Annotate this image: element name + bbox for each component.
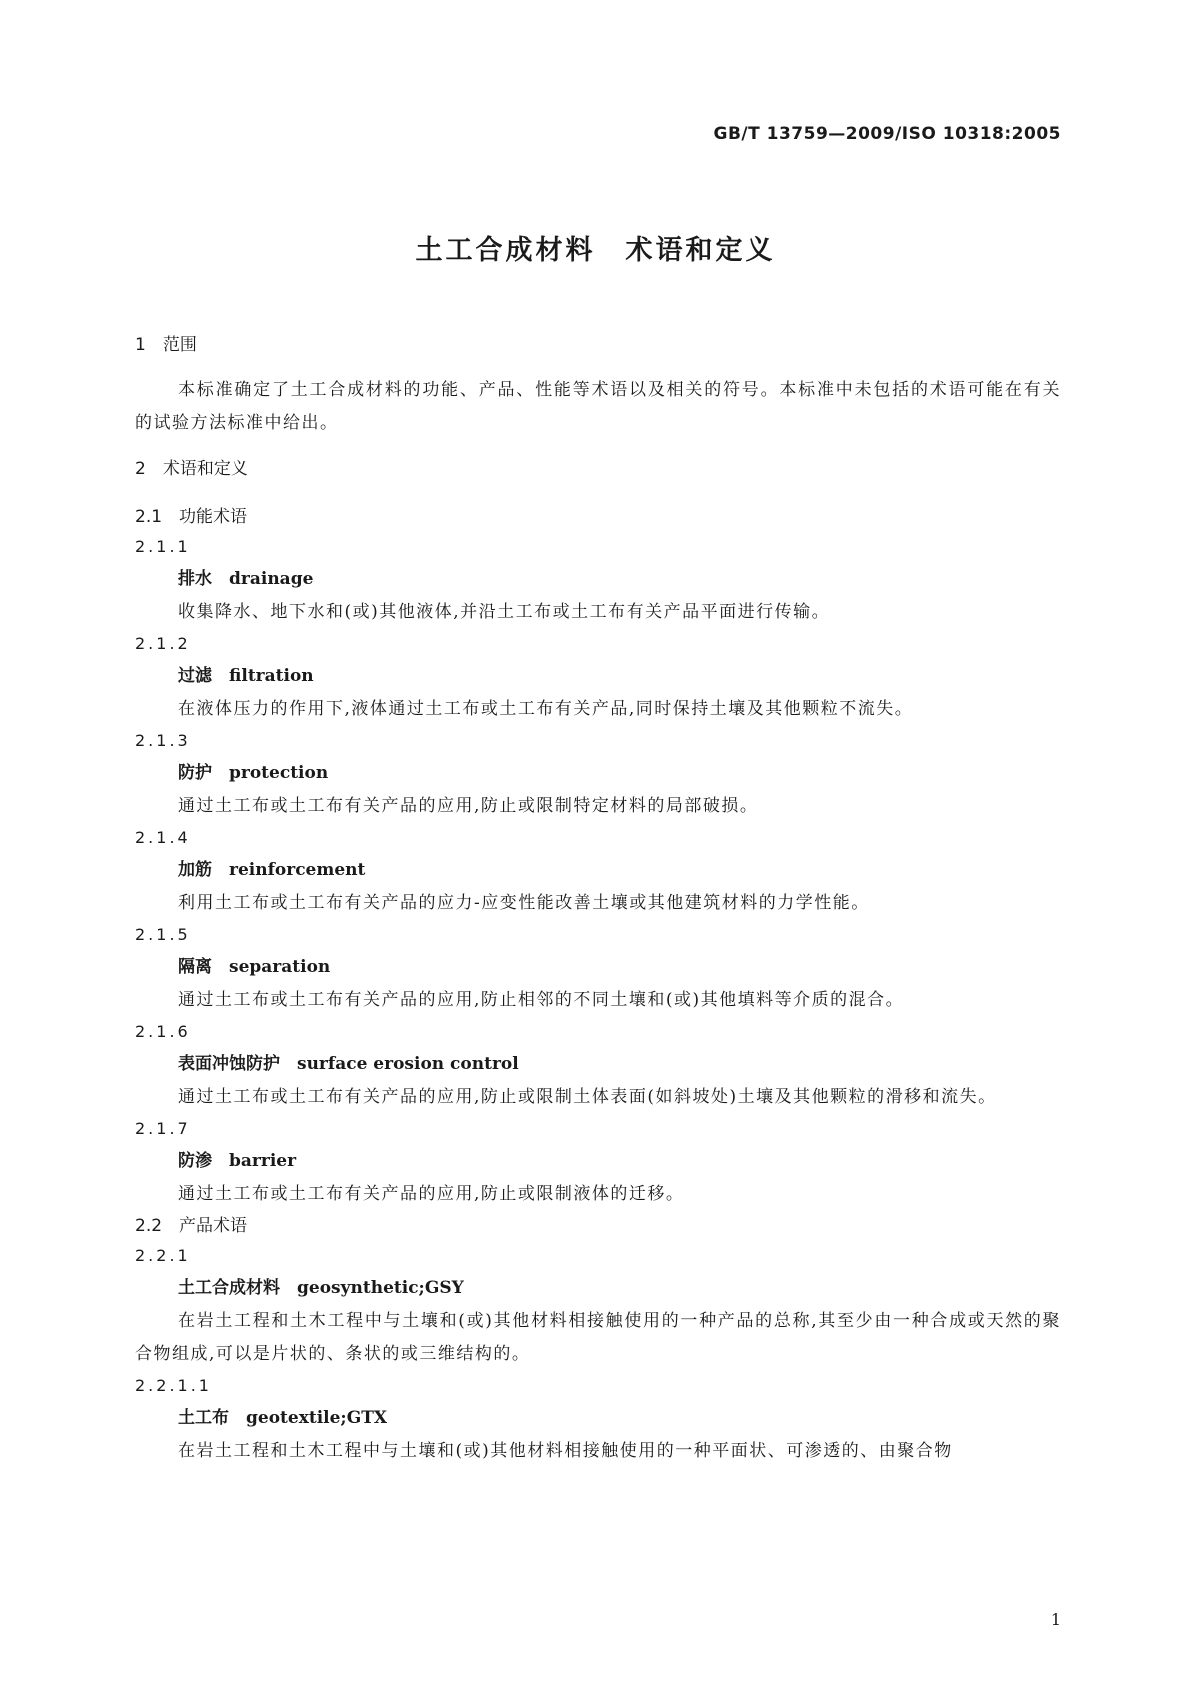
term-zh: 防渗	[178, 1151, 212, 1171]
term-zh: 土工布	[178, 1408, 229, 1428]
document-body	[135, 330, 1061, 1468]
document-title: 土工合成材料 术语和定义	[415, 235, 776, 266]
term-zh: 过滤	[178, 666, 212, 686]
term-en: reinforcement	[229, 860, 366, 880]
term-heading	[178, 1047, 1061, 1081]
clause-number: 2.1.4	[135, 828, 191, 847]
term-en: drainage	[229, 569, 314, 589]
term-en: protection	[229, 763, 329, 783]
term-heading	[178, 1271, 1061, 1305]
clause-number: 2.1.2	[135, 634, 191, 653]
term-entry	[135, 1017, 1061, 1114]
term-heading	[178, 1144, 1061, 1178]
term-zh: 防护	[178, 763, 212, 783]
term-entry	[135, 726, 1061, 823]
term-definition: 在岩土工程和土木工程中与土壤和(或)其他材料相接触使用的一种平面状、可渗透的、由聚合物	[178, 1441, 953, 1461]
term-heading	[178, 659, 1061, 693]
term-entry	[135, 1241, 1061, 1371]
term-definition: 通过土工布或土工布有关产品的应用,防止或限制特定材料的局部破损。	[178, 796, 759, 816]
term-entry	[135, 629, 1061, 726]
subsection-heading-product-terms: 2.2 产品术语	[135, 1216, 248, 1236]
term-definition: 通过土工布或土工布有关产品的应用,防止或限制液体的迁移。	[178, 1184, 685, 1204]
term-en: barrier	[229, 1151, 297, 1171]
term-en: surface erosion control	[297, 1054, 519, 1074]
term-heading	[178, 756, 1061, 790]
clause-number: 2.1.3	[135, 731, 191, 750]
term-entry	[135, 823, 1061, 920]
term-entry	[135, 1114, 1061, 1211]
clause-number: 2.2.1.1	[135, 1376, 212, 1395]
clause-number: 2.1.7	[135, 1119, 191, 1138]
standard-code: GB/T 13759—2009/ISO 10318:2005	[713, 124, 1061, 144]
term-zh: 隔离	[178, 957, 212, 977]
term-zh: 土工合成材料	[178, 1278, 280, 1298]
term-entry	[135, 532, 1061, 629]
term-zh: 加筋	[178, 860, 212, 880]
term-en: separation	[229, 957, 331, 977]
term-definition: 在液体压力的作用下,液体通过土工布或土工布有关产品,同时保持土壤及其他颗粒不流失。	[178, 699, 914, 719]
section-heading-terms: 2 术语和定义	[135, 459, 248, 479]
term-definition: 通过土工布或土工布有关产品的应用,防止或限制土体表面(如斜坡处)土壤及其他颗粒的滑移和流失。	[178, 1087, 997, 1107]
subsection-heading-function-terms: 2.1 功能术语	[135, 507, 248, 527]
term-entry	[135, 1371, 1061, 1468]
section-heading-scope: 1 范围	[135, 335, 197, 355]
term-entry	[135, 920, 1061, 1017]
page-number: 1	[1050, 1610, 1061, 1629]
clause-number: 2.1.1	[135, 537, 191, 556]
term-zh: 排水	[178, 569, 212, 589]
term-definition: 收集降水、地下水和(或)其他液体,并沿土工布或土工布有关产品平面进行传输。	[178, 602, 831, 622]
term-en: filtration	[229, 666, 314, 686]
term-heading	[178, 562, 1061, 596]
term-heading	[178, 950, 1061, 984]
clause-number: 2.1.6	[135, 1022, 191, 1041]
term-en: geosynthetic;GSY	[297, 1278, 464, 1298]
term-heading	[178, 853, 1061, 887]
term-en: geotextile;GTX	[246, 1408, 388, 1428]
term-heading	[178, 1401, 1061, 1435]
scope-paragraph: 本标准确定了土工合成材料的功能、产品、性能等术语以及相关的符号。本标准中未包括的术语可能在有关的试验方法标准中给出。	[135, 380, 1061, 433]
clause-number: 2.1.5	[135, 925, 191, 944]
term-definition: 通过土工布或土工布有关产品的应用,防止相邻的不同土壤和(或)其他填料等介质的混合。	[178, 990, 905, 1010]
term-definition: 在岩土工程和土木工程中与土壤和(或)其他材料相接触使用的一种产品的总称,其至少由一种合成或天然的聚合物组成,可以是片状的、条状的或三维结构的。	[135, 1311, 1061, 1364]
clause-number: 2.2.1	[135, 1246, 191, 1265]
term-definition: 利用土工布或土工布有关产品的应力-应变性能改善土壤或其他建筑材料的力学性能。	[178, 893, 870, 913]
term-zh: 表面冲蚀防护	[178, 1054, 280, 1074]
